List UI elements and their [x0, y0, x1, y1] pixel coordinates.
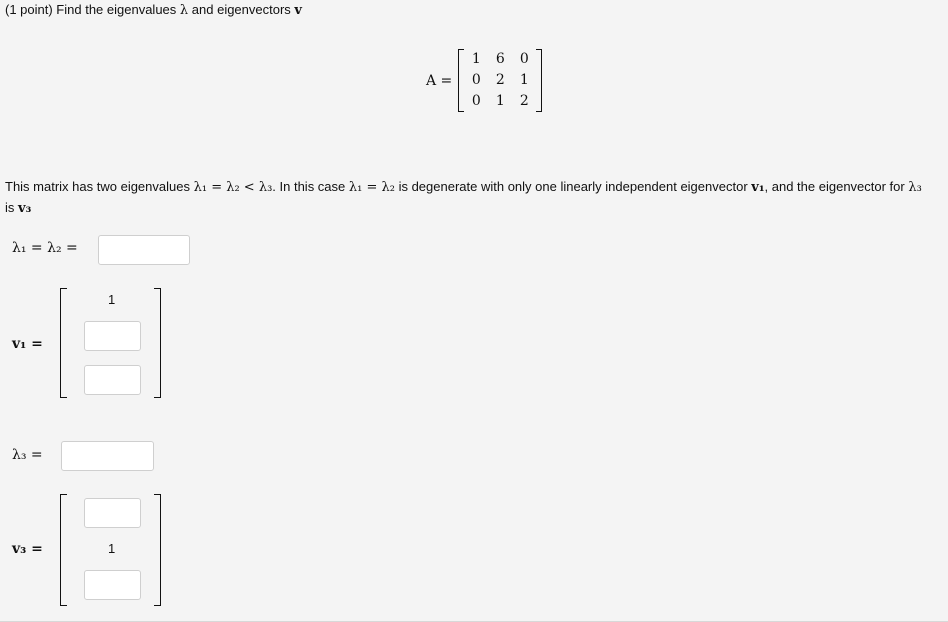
matrix-cell: 0	[471, 93, 481, 109]
v3-left-bracket	[60, 494, 67, 606]
matrix-bracket	[458, 49, 542, 112]
lambda12-label: λ₁ = λ₂ =	[12, 240, 78, 256]
lambda3-label: λ₃ =	[12, 447, 43, 463]
matrix-grid	[458, 49, 542, 112]
v3-label: v₃ =	[12, 541, 43, 557]
lambda3-input[interactable]	[61, 441, 154, 471]
matrix-cell: 1	[495, 93, 505, 109]
v1-component-2-input[interactable]	[84, 321, 141, 351]
v3-component-1-input[interactable]	[84, 498, 141, 528]
matrix-a	[426, 49, 542, 112]
matrix-cell: 6	[495, 51, 505, 67]
lambda12-input[interactable]	[98, 235, 190, 265]
matrix-label: A =	[426, 72, 453, 89]
matrix-cell: 0	[471, 72, 481, 88]
v3-fixed-component: 1	[108, 541, 116, 556]
v1-component-3-input[interactable]	[84, 365, 141, 395]
v1-right-bracket	[154, 288, 161, 398]
matrix-cell: 1	[471, 51, 481, 67]
matrix-cell: 2	[495, 72, 505, 88]
v1-left-bracket	[60, 288, 67, 398]
question-text: (1 point) Find the eigenvalues λ and eigenvectors v	[5, 2, 302, 18]
problem-description: This matrix has two eigenvalues λ₁ = λ₂ < λ₃. In this case λ₁ = λ₂ is degenerate with only one linearly independent eigenvector v₁, and the eigenvector for λ₃ is v₃	[5, 179, 922, 216]
matrix-cell: 1	[519, 72, 529, 88]
v3-right-bracket	[154, 494, 161, 606]
matrix-cell: 2	[519, 93, 529, 109]
v3-component-3-input[interactable]	[84, 570, 141, 600]
v1-label: v₁ =	[12, 336, 43, 352]
v1-fixed-component: 1	[108, 292, 116, 307]
matrix-cell: 0	[519, 51, 529, 67]
